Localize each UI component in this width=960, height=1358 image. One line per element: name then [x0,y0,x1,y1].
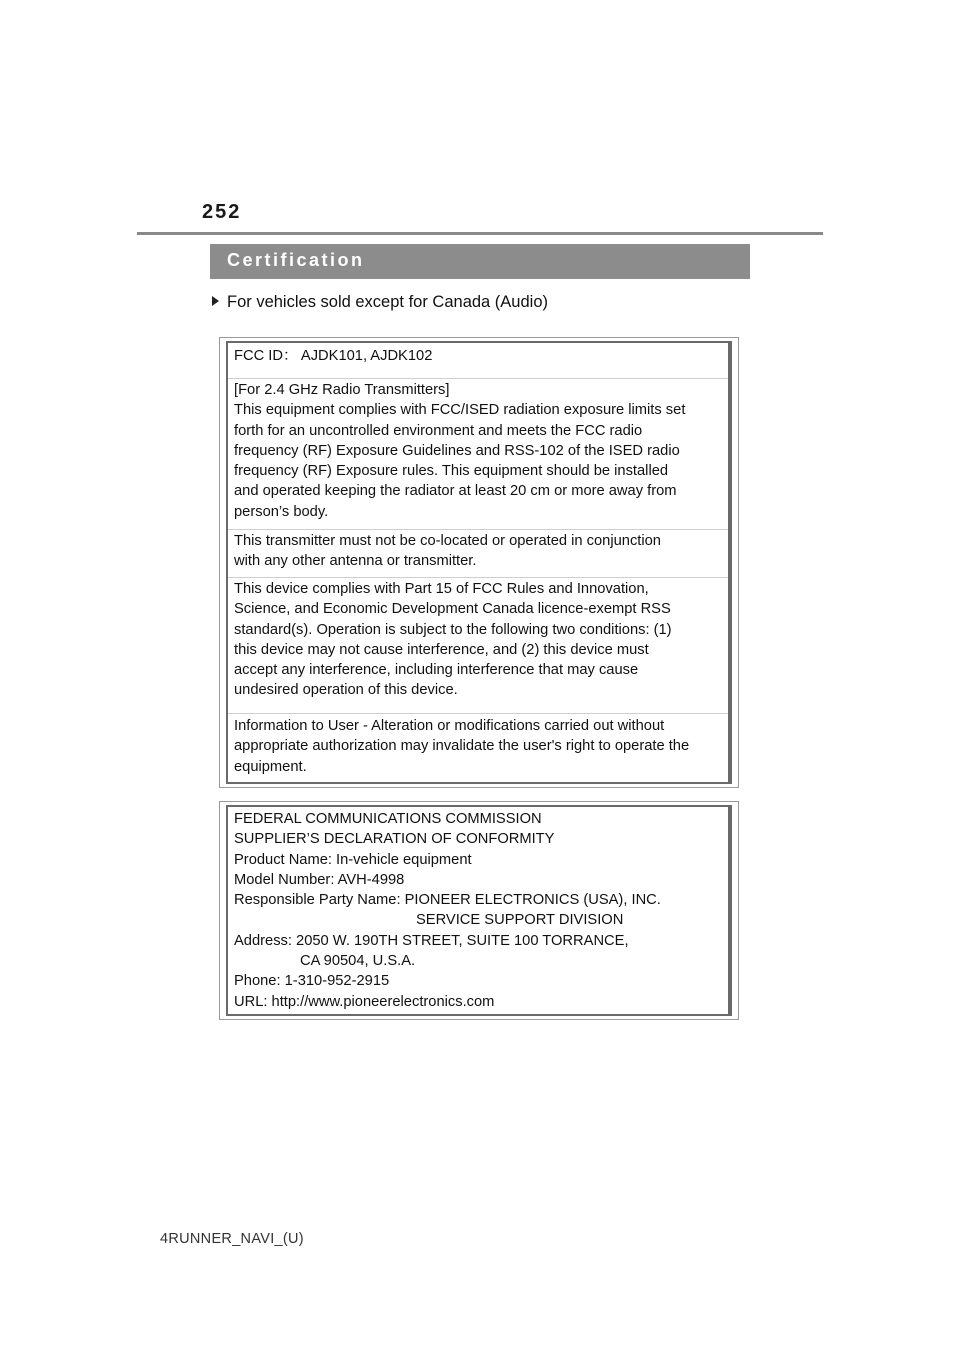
header-rule [137,232,823,235]
text-line: frequency (RF) Exposure Guidelines and RSS-102 of the ISED radio [234,442,680,459]
text-line: this device may not cause interference, and (2) this device must [234,641,649,658]
text-line: Information to User - Alteration or modifications carried out without [234,718,665,734]
text-line: with any other antenna or transmitter. [234,553,477,570]
part15-block [234,579,724,701]
text-line: FEDERAL COMMUNICATIONS COMMISSION [234,811,542,827]
text-line: Responsible Party Name: PIONEER ELECTRONICS (USA), INC. [234,892,661,909]
bullet-item [212,293,548,312]
text-line: Address: 2050 W. 190TH STREET, SUITE 100 TORRANCE, [234,932,629,949]
separator [228,577,728,578]
text-line: [For 2.4 GHz Radio Transmitters] [234,382,450,398]
text-line: Phone: 1-310-952-2915 [234,973,390,990]
fcc-id-block [234,346,724,366]
separator [228,378,728,379]
separator [228,713,728,714]
text-line: equipment. [234,758,307,775]
text-line: accept any interference, including interference that may cause [234,662,639,679]
fcc-id-line: FCC ID： AJDK101, AJDK102 [234,348,433,364]
text-line: frequency (RF) Exposure rules. This equipment should be installed [234,463,669,480]
co-location-block [234,531,724,572]
text-line: This equipment complies with FCC/ISED radiation exposure limits set [234,402,686,419]
text-line: Model Number: AVH-4998 [234,871,405,888]
text-line: SUPPLIER’S DECLARATION OF CONFORMITY [234,831,555,848]
text-line: Science, and Economic Development Canada licence-exempt RSS [234,601,671,618]
triangle-bullet-icon [212,296,219,306]
text-line: This transmitter must not be co-located or operated in conjunction [234,533,661,549]
bullet-text: For vehicles sold except for Canada (Audio) [227,293,548,311]
text-line: URL: http://www.pioneerelectronics.com [234,993,495,1010]
section-header [210,244,750,279]
sdoc-frame [226,805,732,1016]
text-line: Product Name: In-vehicle equipment [234,851,472,868]
text-line: standard(s). Operation is subject to the following two conditions: (1) [234,621,672,638]
fcc-statement-frame [226,341,732,784]
separator [228,529,728,530]
text-line: forth for an uncontrolled environment and meets the FCC radio [234,422,643,439]
radio-transmitter-block [234,380,724,522]
text-line: appropriate authorization may invalidate the user's right to operate the [234,738,690,755]
text-line: SERVICE SUPPORT DIVISION [416,912,624,929]
text-line: and operated keeping the radiator at least 20 cm or more away from [234,483,677,500]
text-line: CA 90504, U.S.A. [300,953,416,970]
footer-model-code: 4RUNNER_NAVI_(U) [160,1231,304,1247]
section-title: Certification [227,250,365,270]
fcc-statement-box [219,337,739,788]
user-information-block [234,716,724,777]
page-number: 252 [202,201,242,223]
sdoc-block [234,809,724,1012]
text-line: undesired operation of this device. [234,682,458,699]
text-line: This device complies with Part 15 of FCC Rules and Innovation, [234,581,649,597]
text-line: person’s body. [234,503,329,520]
sdoc-box [219,801,739,1020]
